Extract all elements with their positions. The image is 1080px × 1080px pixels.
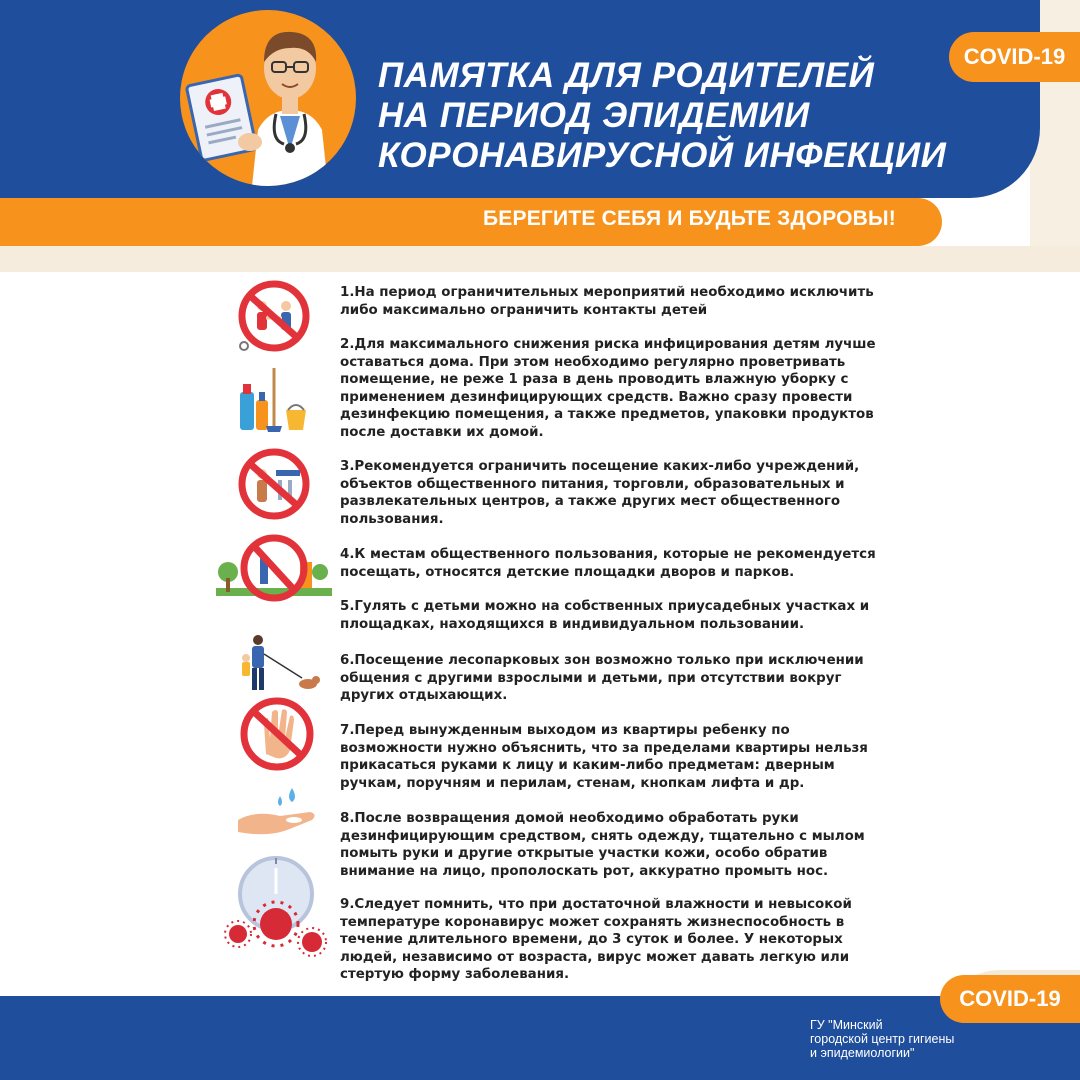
title-line: КОРОНАВИРУСНОЙ ИНФЕКЦИИ xyxy=(378,136,947,175)
no-playground-icon xyxy=(216,532,332,602)
no-touch-icon xyxy=(234,694,320,774)
doctor-avatar xyxy=(180,10,356,186)
org-line: и эпидемиологии" xyxy=(810,1046,915,1060)
title-line: ПАМЯТКА ДЛЯ РОДИТЕЛЕЙ xyxy=(378,56,875,95)
advice-item: 6.Посещение лесопарковых зон возможно только при исключении общения с другими взрослыми и детьми, при отсутствии вокруг других отдыхающих. xyxy=(340,653,864,704)
no-contact-icon xyxy=(232,278,316,358)
page-title xyxy=(378,56,946,176)
no-public-places-icon xyxy=(232,444,316,526)
cleaning-supplies-icon xyxy=(234,366,314,434)
slogan-text: БЕРЕГИТЕ СЕБЯ И БУДЬТЕ ЗДОРОВЫ! xyxy=(483,207,896,230)
advice-item: 5.Гулять с детьми можно на собственных приусадебных участках и площадках, находящихся в индивидуальном пользовании. xyxy=(340,599,870,632)
advice-item: 4.К местам общественного пользования, которые не рекомендуется посещать, относятся детские площадки дворов и парков. xyxy=(340,547,876,580)
org-line: городской центр гигиены xyxy=(810,1032,955,1046)
organization-name xyxy=(810,1018,954,1060)
advice-item: 3.Рекомендуется ограничить посещение каких-либо учреждений, объектов общественного питания, торговли, образовательных и развлекательных центров, а также других мест общественного пользования. xyxy=(340,459,860,527)
title-line: НА ПЕРИОД ЭПИДЕМИИ xyxy=(378,96,810,135)
cream-band xyxy=(0,246,1080,272)
doctor-illustration xyxy=(180,10,356,186)
covid-badge-top: COVID-19 xyxy=(949,32,1080,82)
virus-clock-icon xyxy=(220,854,330,964)
org-line: ГУ "Минский xyxy=(810,1018,883,1032)
advice-item: 7.Перед вынужденным выходом из квартиры ребенку по возможности нужно объяснить, что за пределами квартиры нельзя прикасаться руками к лицу и каким-либо предметам: дверным ручкам, поручням и перилам, стенам, кнопкам лифта и др. xyxy=(340,723,868,791)
hand-sanitizer-icon xyxy=(236,784,320,840)
advice-item: 9.Следует помнить, что при достаточной влажности и невысокой температуре коронавирус может сохранять жизнеспособность в течение длительного времени, до 3 суток и более. У некоторых людей, независимо от возраста, вирус может давать легкую или стертую форму заболевания. xyxy=(340,897,852,983)
covid-badge-bottom: COVID-19 xyxy=(940,975,1080,1023)
walking-with-dog-icon xyxy=(240,634,324,694)
advice-item: 2.Для максимального снижения риска инфицирования детям лучше оставаться дома. При этом необходимо регулярно проветривать помещение, не реже 1 раза в день проводить влажную уборку с применением дезинфицирующих средств. Важно сразу провести дезинфекцию помещения, а также предметов, упаковки продуктов после доставки их домой. xyxy=(340,337,876,440)
advice-item: 1.На период ограничительных мероприятий необходимо исключить либо максимально ограничить контакты детей xyxy=(340,285,874,318)
slogan-strip xyxy=(0,198,942,246)
advice-item: 8.После возвращения домой необходимо обработать руки дезинфицирующим средством, снять одежду, тщательно с мылом помыть руки и другие открытые участки кожи, особо обратив внимание на лицо, прополоскать рот, аккуратно промыть нос. xyxy=(340,811,865,879)
